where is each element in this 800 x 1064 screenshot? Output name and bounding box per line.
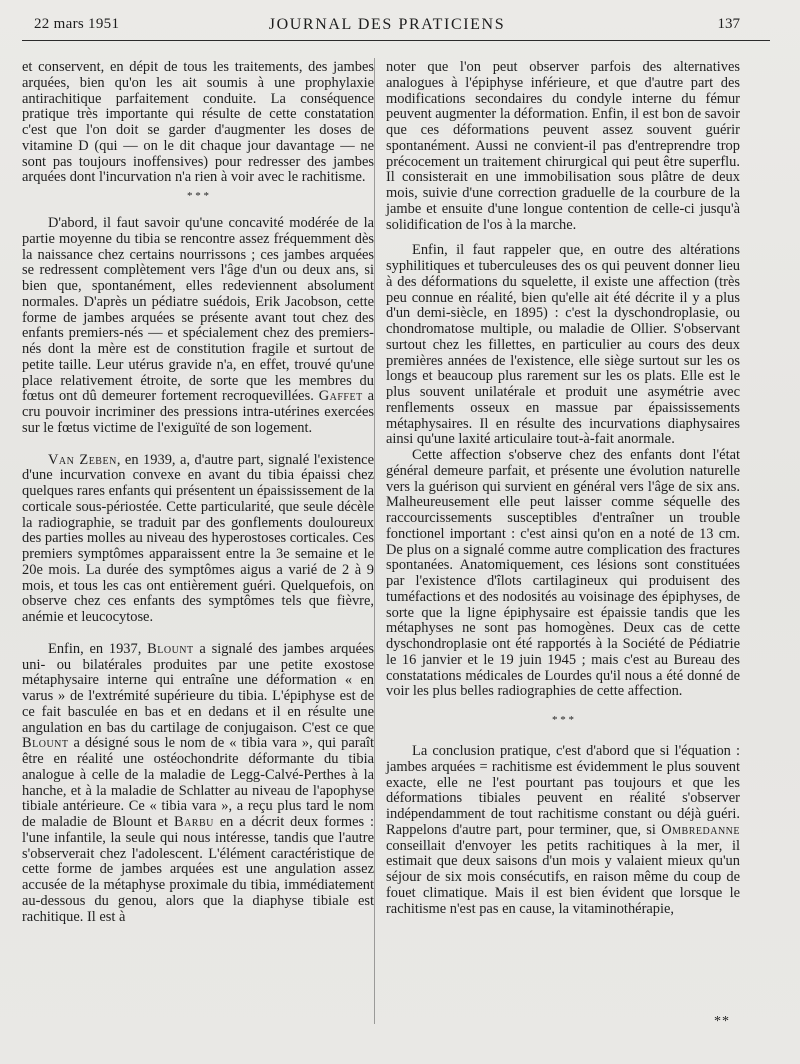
author-name: Blount (147, 640, 194, 657)
page-header (34, 14, 740, 38)
author-name: Gaffet (318, 388, 363, 405)
author-name: Ombredanne (661, 821, 740, 838)
author-name: Barbu (173, 814, 214, 830)
issue-date: 22 mars 1951 (34, 16, 120, 32)
paragraph: Van Zeben, en 1939, a, d'autre part, signalé l'existence d'une incurvation convexe en avant du tibia épaissi chez quelques rares enfants qui présentent un épaississement de la corticale sous-périostée. Cette particularité, que seule décèle la radiographie, se traduit par des gonflements douloureux des parties molles au niveau des hyperostoses corticales. Ces premiers symptômes apparaissent entre la 3e semaine et le 20e mois. La durée des symptômes aigus a varié de 2 à 9 mois, et tous les cas ont entièrement guéri. Quelquefois, on observe chez ces enfants des symptômes tels que fièvre, anémie et leucocytose. (22, 451, 375, 625)
left-column (22, 60, 374, 925)
journal-title: JOURNAL DES PRATICIENS (268, 16, 506, 33)
section-separator: * * * (187, 190, 209, 202)
page-number: 137 (717, 16, 740, 32)
author-name: Van Zeben (48, 451, 117, 468)
continuation-mark: ** (714, 1014, 730, 1029)
paragraph: et conservent, en dépit de tous les traitements, des jambes arquées, bien qu'on les ait soumis à une prophylaxie antirachitique parfaitement conduite. La conséquence pratique très importante qui résulte de cette constatation c'est que l'on doit se garder d'augmenter les doses de vitamine D (qui — on le dit chaque jour davantage — ne sont pas toujours inoffensives) pour redresser des jambes arquées dont l'incurvation n'a rien à voir avec le rachitisme. (22, 59, 374, 186)
column-divider (374, 58, 375, 1024)
header-rule (22, 40, 770, 41)
author-name: Blount (22, 735, 69, 752)
paragraph: Enfin, il faut rappeler que, en outre des altérations syphilitiques et tuberculeuses des os qui peuvent donner lieu à des déformations du squelette, il existe une affection (très peu connue en réalité, bien qu'elle ait été décrite il y a plus d'un demi-siècle, en 1895) : c'est la dyschondroplasie, ou chondromatose multiple, ou maladie de Ollier. S'observant surtout chez les fillettes, en particulier au cours des deux premières années de l'existence, elle siège surtout sur les os longs et beaucoup plus rarement sur les os plats. Elle est le plus souvent unilatérale et produit une asymétrie avec renflements osseux en massue par épaississements métaphysaires. Il en résulte des incurvations diaphysaires ainsi qu'une laxité articulaire tout-à-fait anormale. (386, 242, 740, 448)
paragraph: Cette affection s'observe chez des enfants dont l'état général demeure parfait, et présente une évolution naturelle vers la guérison qui survient en général vers l'âge de six ans. Malheureusement elle peut laisser comme séquelle des raccourcissements susceptibles d'entraîner un trouble fonctionel important : c'est ainsi qu'on en a noté de 13 cm. De plus on a signalé comme autre complication des fractures spontanées. Anatomiquement, ces lésions sont constituées par l'existence d'îlots cartilagineux qui produisent des tuméfactions et des nodosités au voisinage des épiphyses, de sorte que la ligne épiphysaire est épaissie tandis que les métaphyses ne sont pas homogènes. Deux cas de cette dyschondroplasie ont été rapportés à la Société de Pédiatrie le 16 janvier et le 19 juin 1945 ; mais c'est au Bureau des constatations médicales de Lourdes qu'il nous a été donné de voir les plus belles radiographies de cette affection. (386, 447, 740, 700)
section-separator: * * * (552, 714, 574, 726)
right-column (386, 60, 740, 917)
paragraph: D'abord, il faut savoir qu'une concavité modérée de la partie moyenne du tibia se rencontre assez fréquemment dès la naissance chez certains nourrissons ; ces jambes arquées se redressent complètement vers l'âge d'un ou deux ans, si bien que, spontanément, elles redeviennent absolument normales. D'après un pédiatre suédois, Erik Jacobson, cette forme de jambes arquées se présente avant tout chez des enfants premiers-nés — et spécialement chez des premiers-nés dont la mère est de constitution fragile et surtout de petite taille. Leur utérus gravide n'a, en effet, trouvé qu'une place relativement étroite, de sorte que les membres du fœtus ont dû demeurer fortement recroquevillées. Gaffet a cru pouvoir incriminer des pressions intra-utérines exercées sur le fœtus victime de l'exiguïté de son logement. (22, 215, 375, 436)
paragraph: noter que l'on peut observer parfois des alternatives analogues à l'épiphyse inférieure, et que d'autre part des modifications secondaires du condyle interne du fémur peuvent augmenter la déformation. Enfin, il est bon de savoir que ces déformations peuvent assez souvent guérir spontanément. Aussi ne convient-il pas d'entreprendre trop précocement un traitement chirurgical qui peut être superflu. Il consisterait en une immobilisation sous plâtre de deux mois, suivie d'une correction graduelle de la courbure de la jambe et ensuite d'une longue contention de celle-ci jusqu'à solidification de l'os à la marche. (386, 59, 741, 233)
paragraph: Enfin, en 1937, Blount a signalé des jambes arquées uni- ou bilatérales produites par une petite exostose métaphysaire interne qui entraîne une déformation « en varus » de l'extrémité supérieure du tibia. L'épiphyse est de ce fait basculée en bas et en dedans et il en résulte une angulation en bas du cartilage de conjugaison. C'est ce que Blount a désigné sous le nom de « tibia vara », qui paraît être en réalité une ostéochondrite déformante du tibia analogue à celle de la maladie de Legg-Calvé-Perthes à la hanche, et à la maladie de Schlatter au niveau de l'apophyse tibiale antérieure. Ce « tibia vara », a reçu plus tard le nom de maladie de Blount et Barbu en a décrit deux formes : l'une infantile, la seule qui nous intéresse, tandis que l'autre s'observerait chez l'adolescent. L'élément caractéristique de cette forme de jambes arquées est une angulation assez accusée de la métaphyse proximale du tibia, immédiatement au-dessous du genou, alors que la diaphyse tibiale est rachitique. Il est à (22, 640, 375, 925)
paragraph: La conclusion pratique, c'est d'abord que si l'équation : jambes arquées = rachitisme est évidemment le plus souvent exacte, elle ne l'est pourtant pas toujours et que les déformations tibiales peuvent en réalité s'observer indépendamment de tout rachitisme constant ou déjà guéri. Rappelons d'autre part, pour terminer, que, si Ombredanne conseillait d'envoyer les petits rachitiques à la mer, il estimait que deux saisons d'un mois y valaient mieux qu'un séjour de six mois consécutifs, en raison même du coup de fouet climatique. Mais il est bien évident que lorsque le rachitisme n'est pas en cause, la vitaminothérapie, (386, 743, 740, 917)
